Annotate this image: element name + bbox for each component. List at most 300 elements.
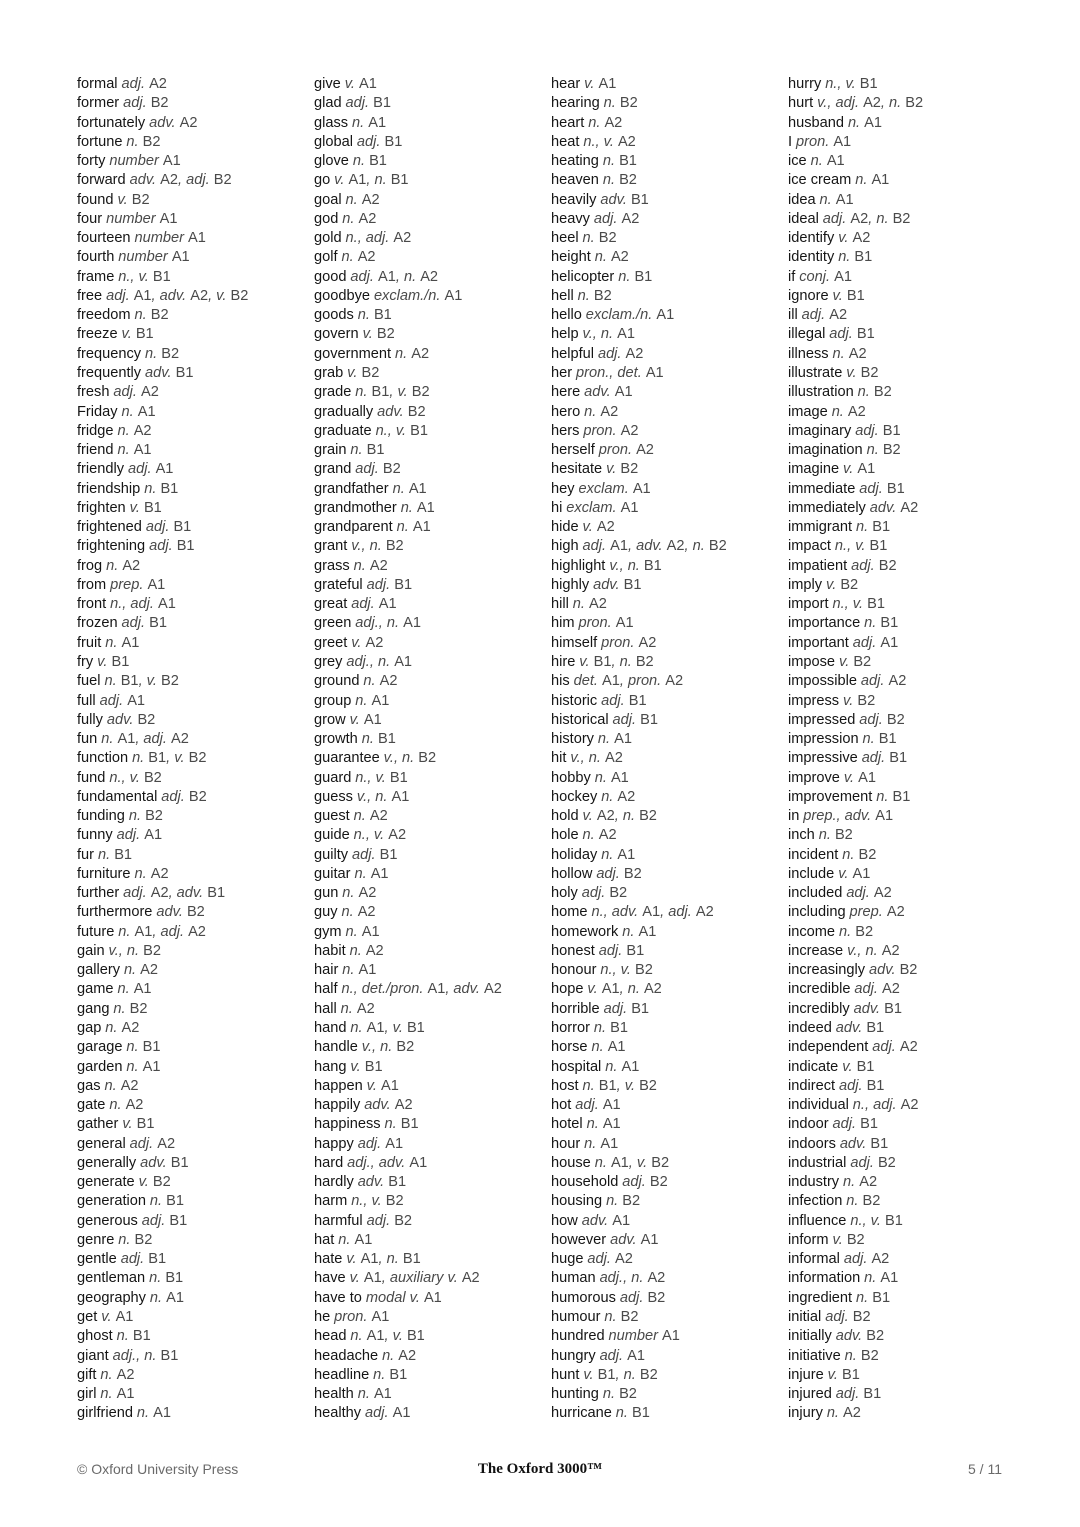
- headword: huge: [551, 1251, 584, 1268]
- word-info: n. A2: [843, 1174, 878, 1191]
- word-entry: [314, 306, 542, 325]
- word-entry: [314, 1077, 542, 1096]
- word-info: pron. A2: [601, 634, 657, 651]
- word-entry: [551, 422, 779, 441]
- word-info: pron., det. A1: [576, 364, 664, 381]
- headword: gym: [314, 923, 342, 940]
- word-info: pron. A1: [334, 1309, 390, 1325]
- headword: hard: [314, 1154, 344, 1171]
- headword: frozen: [77, 615, 118, 632]
- word-entry: [788, 1000, 1016, 1019]
- word-info: adv. B2: [377, 403, 426, 420]
- word-info: adj. A1, adv. A2, v. B2: [106, 287, 249, 304]
- word-info: adj. B1: [832, 1116, 878, 1133]
- word-entry: [788, 1038, 1016, 1057]
- word-entry: [314, 114, 542, 133]
- word-entry: [314, 1038, 542, 1057]
- word-entry: [77, 903, 305, 922]
- word-entry: [551, 152, 779, 171]
- word-info: n. B1: [373, 1366, 408, 1383]
- headword: indoor: [788, 1116, 829, 1133]
- word-info: n. B1: [615, 1405, 650, 1422]
- word-entry: [314, 1135, 542, 1154]
- word-entry: [314, 499, 542, 518]
- word-entry: [788, 846, 1016, 865]
- word-info: n. A2: [349, 942, 384, 959]
- word-entry: [551, 1327, 779, 1346]
- headword: himself: [551, 634, 598, 651]
- headword: gang: [77, 1000, 110, 1017]
- word-entry: [314, 1269, 542, 1288]
- headword: hurt: [788, 95, 814, 112]
- word-info: prep. A2: [849, 904, 905, 921]
- word-info: adv. B2: [156, 904, 205, 921]
- word-info: n. A2: [105, 1020, 140, 1037]
- word-info: n. A2: [363, 673, 398, 690]
- headword: impatient: [788, 557, 848, 574]
- word-info: adj. A2, adv. B1: [123, 885, 226, 902]
- headword: hollow: [551, 865, 593, 882]
- headword: guitar: [314, 865, 351, 882]
- word-info: v. B1: [121, 326, 154, 343]
- headword: ghost: [77, 1328, 113, 1345]
- word-info: adv. A2: [364, 1097, 413, 1114]
- word-entry: [788, 171, 1016, 190]
- word-entry: [314, 614, 542, 633]
- word-entry: [77, 1192, 305, 1211]
- headword: industry: [788, 1174, 840, 1191]
- word-entry: [788, 114, 1016, 133]
- headword: highlight: [551, 557, 606, 574]
- headword: indoors: [788, 1135, 836, 1152]
- page-number: 5 / 11: [968, 1461, 1002, 1477]
- headword: hang: [314, 1058, 347, 1075]
- headword: heaven: [551, 172, 599, 189]
- word-info: v. A1, n. B1: [346, 1251, 421, 1268]
- word-entry: [314, 1154, 542, 1173]
- headword: fresh: [77, 384, 110, 401]
- word-info: number A1: [109, 153, 181, 170]
- word-info: n. A2: [582, 827, 617, 844]
- headword: hotel: [551, 1116, 583, 1133]
- headword: freeze: [77, 326, 118, 343]
- headword: income: [788, 923, 836, 940]
- word-info: v. B1: [832, 287, 865, 304]
- word-info: n. B1: [97, 846, 133, 863]
- word-info: n., det./pron. A1, adv. A2: [341, 981, 502, 998]
- headword: have: [314, 1270, 346, 1287]
- word-entry: [551, 1385, 779, 1404]
- word-info: n. A1: [355, 692, 390, 709]
- word-info: n. B1: [350, 442, 385, 459]
- headword: hey: [551, 480, 575, 497]
- word-info: pron. A2: [598, 442, 654, 459]
- headword: ignore: [788, 287, 829, 304]
- word-info: v. B1, n. B2: [579, 653, 654, 670]
- headword: impressed: [788, 711, 856, 728]
- word-info: n. A1: [586, 1116, 621, 1133]
- headword: general: [77, 1135, 126, 1152]
- word-entry: [788, 1154, 1016, 1173]
- headword: important: [788, 634, 849, 651]
- word-info: adj. B1: [861, 750, 908, 767]
- headword: illegal: [788, 326, 826, 343]
- word-entry: [77, 422, 305, 441]
- word-info: adj. B2: [622, 1174, 668, 1191]
- word-info: adj. B1: [121, 615, 167, 632]
- word-info: n., adj. A1: [110, 596, 176, 613]
- headword: funny: [77, 827, 113, 844]
- word-info: v., n. B2: [383, 750, 437, 767]
- headword: include: [788, 865, 835, 882]
- word-info: n. A2: [572, 596, 607, 613]
- headword: glass: [314, 114, 349, 131]
- word-info: n. A2: [341, 904, 376, 921]
- word-entry: [551, 865, 779, 884]
- word-info: adj. B2: [123, 95, 169, 112]
- headword: human: [551, 1270, 596, 1287]
- word-entry: [551, 1154, 779, 1173]
- headword: improvement: [788, 788, 873, 805]
- word-entry: [551, 576, 779, 595]
- headword: guilty: [314, 846, 349, 863]
- word-info: n. B1: [357, 307, 392, 324]
- headword: hate: [314, 1251, 343, 1268]
- word-info: adj. A1: [127, 461, 174, 478]
- headword: graduate: [314, 422, 372, 439]
- word-info: n. A1: [338, 1231, 373, 1248]
- headword: grandfather: [314, 480, 389, 497]
- headword: generous: [77, 1212, 138, 1229]
- word-info: adj. A2: [872, 1039, 918, 1056]
- word-info: adj., n. A2: [599, 1270, 666, 1287]
- headword: industrial: [788, 1154, 847, 1171]
- word-entry: [314, 441, 542, 460]
- word-entry: [314, 1231, 542, 1250]
- headword: impressive: [788, 750, 858, 767]
- word-entry: [788, 383, 1016, 402]
- headword: harm: [314, 1193, 348, 1210]
- word-info: adj. B1: [855, 422, 901, 439]
- word-entry: [77, 306, 305, 325]
- headword: heating: [551, 153, 599, 170]
- headword: fourteen: [77, 230, 131, 247]
- word-info: n. A2: [106, 557, 141, 574]
- word-entry: [551, 210, 779, 229]
- headword: full: [77, 692, 96, 709]
- word-entry: [788, 749, 1016, 768]
- headword: fuel: [77, 673, 101, 690]
- headword: hobby: [551, 769, 591, 786]
- headword: horror: [551, 1020, 590, 1037]
- word-entry: [551, 807, 779, 826]
- word-info: number A1: [134, 230, 206, 247]
- word-info: conj. A1: [799, 268, 852, 285]
- headword: heavy: [551, 210, 590, 227]
- word-entry: [77, 557, 305, 576]
- headword: hold: [551, 808, 579, 825]
- headword: helicopter: [551, 268, 615, 285]
- word-entry: [551, 1173, 779, 1192]
- headword: history: [551, 731, 594, 748]
- word-entry: [788, 306, 1016, 325]
- word-info: modal v. A1: [365, 1289, 442, 1306]
- word-info: n. A1, adj. A2: [101, 731, 189, 748]
- word-info: adj. A2: [801, 307, 848, 324]
- word-info: v. B2: [846, 364, 879, 381]
- word-entry: [788, 1212, 1016, 1231]
- word-info: exclam./n. A1: [373, 287, 463, 304]
- headword: hero: [551, 403, 581, 420]
- headword: get: [77, 1309, 98, 1325]
- word-info: adv. A1: [610, 1231, 659, 1248]
- headword: hit: [551, 750, 567, 767]
- word-info: n. B2: [866, 442, 901, 459]
- word-info: v. A2: [351, 634, 384, 651]
- headword: grass: [314, 557, 350, 574]
- headword: included: [788, 885, 843, 902]
- headword: helpful: [551, 345, 595, 362]
- word-info: n. A2: [109, 1097, 144, 1114]
- word-entry: [551, 364, 779, 383]
- word-entry: [314, 653, 542, 672]
- word-info: adj. A1, n. A2: [350, 268, 439, 285]
- headword: injury: [788, 1405, 823, 1422]
- headword: handle: [314, 1039, 358, 1056]
- word-info: pron. A2: [583, 422, 639, 439]
- word-entry: [788, 980, 1016, 999]
- word-info: adj. B2: [850, 1154, 896, 1171]
- word-info: n. A1: [117, 981, 152, 998]
- headword: guy: [314, 904, 338, 921]
- headword: healthy: [314, 1405, 362, 1422]
- headword: household: [551, 1174, 619, 1191]
- word-entry: [551, 942, 779, 961]
- headword: gentle: [77, 1251, 117, 1268]
- word-entry: [314, 1096, 542, 1115]
- word-entry: [314, 846, 542, 865]
- word-entry: [77, 268, 305, 287]
- word-entry: [788, 1308, 1016, 1327]
- word-entry: [77, 634, 305, 653]
- headword: informal: [788, 1251, 840, 1268]
- headword: goods: [314, 307, 354, 324]
- word-info: adv. B1: [140, 1154, 189, 1171]
- word-entry: [788, 826, 1016, 845]
- word-info: v. B2: [138, 1174, 171, 1191]
- word-entry: [788, 75, 1016, 94]
- word-entry: [77, 961, 305, 980]
- word-entry: [788, 1366, 1016, 1385]
- word-info: v., n. B2: [351, 538, 404, 555]
- word-info: n. A1: [126, 1058, 161, 1075]
- word-entry: [788, 1404, 1016, 1423]
- headword: independent: [788, 1039, 869, 1056]
- word-entry: [551, 846, 779, 865]
- headword: holiday: [551, 846, 598, 863]
- word-entry: [551, 480, 779, 499]
- word-info: v. B2: [606, 461, 639, 478]
- word-info: n. B2: [838, 923, 874, 940]
- headword: guard: [314, 769, 352, 786]
- word-entry: [314, 788, 542, 807]
- word-entry: [314, 672, 542, 691]
- word-entry: [551, 788, 779, 807]
- word-entry: [77, 653, 305, 672]
- word-info: adj. B2: [161, 788, 207, 805]
- word-entry: [788, 614, 1016, 633]
- word-info: adv. B2: [835, 1328, 885, 1345]
- word-entry: [77, 94, 305, 113]
- word-entry: [551, 653, 779, 672]
- word-entry: [788, 191, 1016, 210]
- word-entry: [788, 1115, 1016, 1134]
- headword: furniture: [77, 865, 131, 882]
- headword: here: [551, 384, 581, 401]
- word-entry: [788, 499, 1016, 518]
- word-info: n., v. B1: [832, 596, 885, 613]
- word-entry: [314, 152, 542, 171]
- word-entry: [551, 191, 779, 210]
- word-info: n. B1: [116, 1328, 151, 1345]
- word-entry: [551, 1289, 779, 1308]
- word-entry: [314, 1000, 542, 1019]
- word-info: adj. B2: [581, 885, 628, 902]
- word-info: n. B2: [603, 95, 638, 112]
- word-info: n. B2: [134, 307, 169, 324]
- word-entry: [551, 248, 779, 267]
- word-info: n. A1: [342, 962, 377, 979]
- word-info: number A1: [118, 249, 190, 266]
- word-info: number A1: [608, 1328, 680, 1345]
- headword: honest: [551, 942, 595, 959]
- word-info: adj. B1: [859, 480, 905, 497]
- word-entry: [551, 557, 779, 576]
- word-entry: [551, 903, 779, 922]
- word-info: n. A2: [832, 345, 867, 362]
- word-column-2: [314, 75, 542, 1424]
- word-entry: [551, 980, 779, 999]
- word-entry: [551, 826, 779, 845]
- word-entry: [314, 961, 542, 980]
- word-entry: [314, 1192, 542, 1211]
- word-info: v. B1: [97, 653, 130, 670]
- word-info: adj. A1: [365, 1405, 411, 1422]
- word-entry: [314, 383, 542, 402]
- headword: height: [551, 249, 591, 266]
- word-info: v. A2: [838, 230, 871, 247]
- word-entry: [551, 75, 779, 94]
- word-info: v. A1: [344, 76, 377, 92]
- headword: fundamental: [77, 788, 158, 805]
- word-info: adj. A2: [860, 673, 907, 690]
- headword: fund: [77, 769, 106, 786]
- headword: hot: [551, 1097, 572, 1114]
- headword: herself: [551, 442, 595, 459]
- word-info: adj. B1: [598, 942, 645, 959]
- headword: grade: [314, 384, 352, 401]
- word-entry: [77, 1308, 305, 1327]
- headword: house: [551, 1154, 591, 1171]
- word-entry: [314, 248, 542, 267]
- word-entry: [77, 152, 305, 171]
- word-info: adj. B2: [851, 557, 897, 574]
- word-info: prep., adv. A1: [803, 808, 894, 825]
- headword: influence: [788, 1212, 847, 1229]
- word-entry: [314, 287, 542, 306]
- word-entry: [77, 942, 305, 961]
- word-entry: [551, 1135, 779, 1154]
- word-info: n. A2: [831, 403, 866, 420]
- word-info: n. B2: [126, 133, 161, 150]
- headword: frog: [77, 557, 103, 574]
- headword: generate: [77, 1174, 135, 1191]
- word-entry: [77, 460, 305, 479]
- word-info: v. B2: [838, 653, 872, 670]
- headword: information: [788, 1270, 861, 1287]
- word-info: n., v. B2: [109, 769, 162, 786]
- word-entry: [551, 133, 779, 152]
- headword: impression: [788, 731, 859, 748]
- word-entry: [551, 229, 779, 248]
- word-entry: [551, 403, 779, 422]
- word-info: adj. B1: [356, 133, 403, 150]
- headword: hundred: [551, 1328, 605, 1345]
- word-info: adj. B1: [352, 846, 398, 863]
- word-entry: [77, 210, 305, 229]
- headword: including: [788, 904, 846, 921]
- word-info: n. A1, v. B1: [350, 1020, 425, 1037]
- headword: giant: [77, 1347, 109, 1364]
- word-info: n. B1: [593, 1020, 628, 1037]
- word-entry: [551, 769, 779, 788]
- word-info: v. B2: [843, 692, 876, 709]
- word-info: n. B2: [818, 827, 853, 844]
- headword: gas: [77, 1077, 101, 1094]
- headword: from: [77, 576, 107, 593]
- word-info: v. B1: [350, 1058, 383, 1075]
- headword: help: [551, 326, 579, 343]
- word-info: n. B1: [618, 268, 653, 285]
- headword: gradually: [314, 403, 374, 420]
- word-info: n. A2: [584, 403, 619, 420]
- headword: frighten: [77, 499, 126, 516]
- word-info: n. A2: [341, 249, 376, 266]
- word-info: v. A1: [838, 865, 871, 882]
- headword: hair: [314, 962, 339, 979]
- word-info: adj. A2: [121, 76, 167, 92]
- word-entry: [77, 518, 305, 537]
- headword: garden: [77, 1058, 123, 1075]
- word-info: n. A1, v. B1: [350, 1328, 425, 1345]
- word-entry: [314, 1366, 542, 1385]
- word-info: v., n. B2: [361, 1039, 415, 1056]
- headword: host: [551, 1077, 579, 1094]
- word-entry: [314, 942, 542, 961]
- word-entry: [77, 1289, 305, 1308]
- word-info: v. A2, n. B2: [582, 808, 657, 825]
- word-entry: [551, 595, 779, 614]
- word-entry: [788, 1077, 1016, 1096]
- headword: govern: [314, 326, 359, 343]
- word-entry: [314, 364, 542, 383]
- word-entry: [551, 1366, 779, 1385]
- word-info: v. A1: [843, 769, 877, 786]
- word-info: adj. B1: [612, 711, 658, 728]
- word-info: n. B2: [606, 1193, 641, 1210]
- headword: goodbye: [314, 287, 370, 304]
- word-entry: [551, 1250, 779, 1269]
